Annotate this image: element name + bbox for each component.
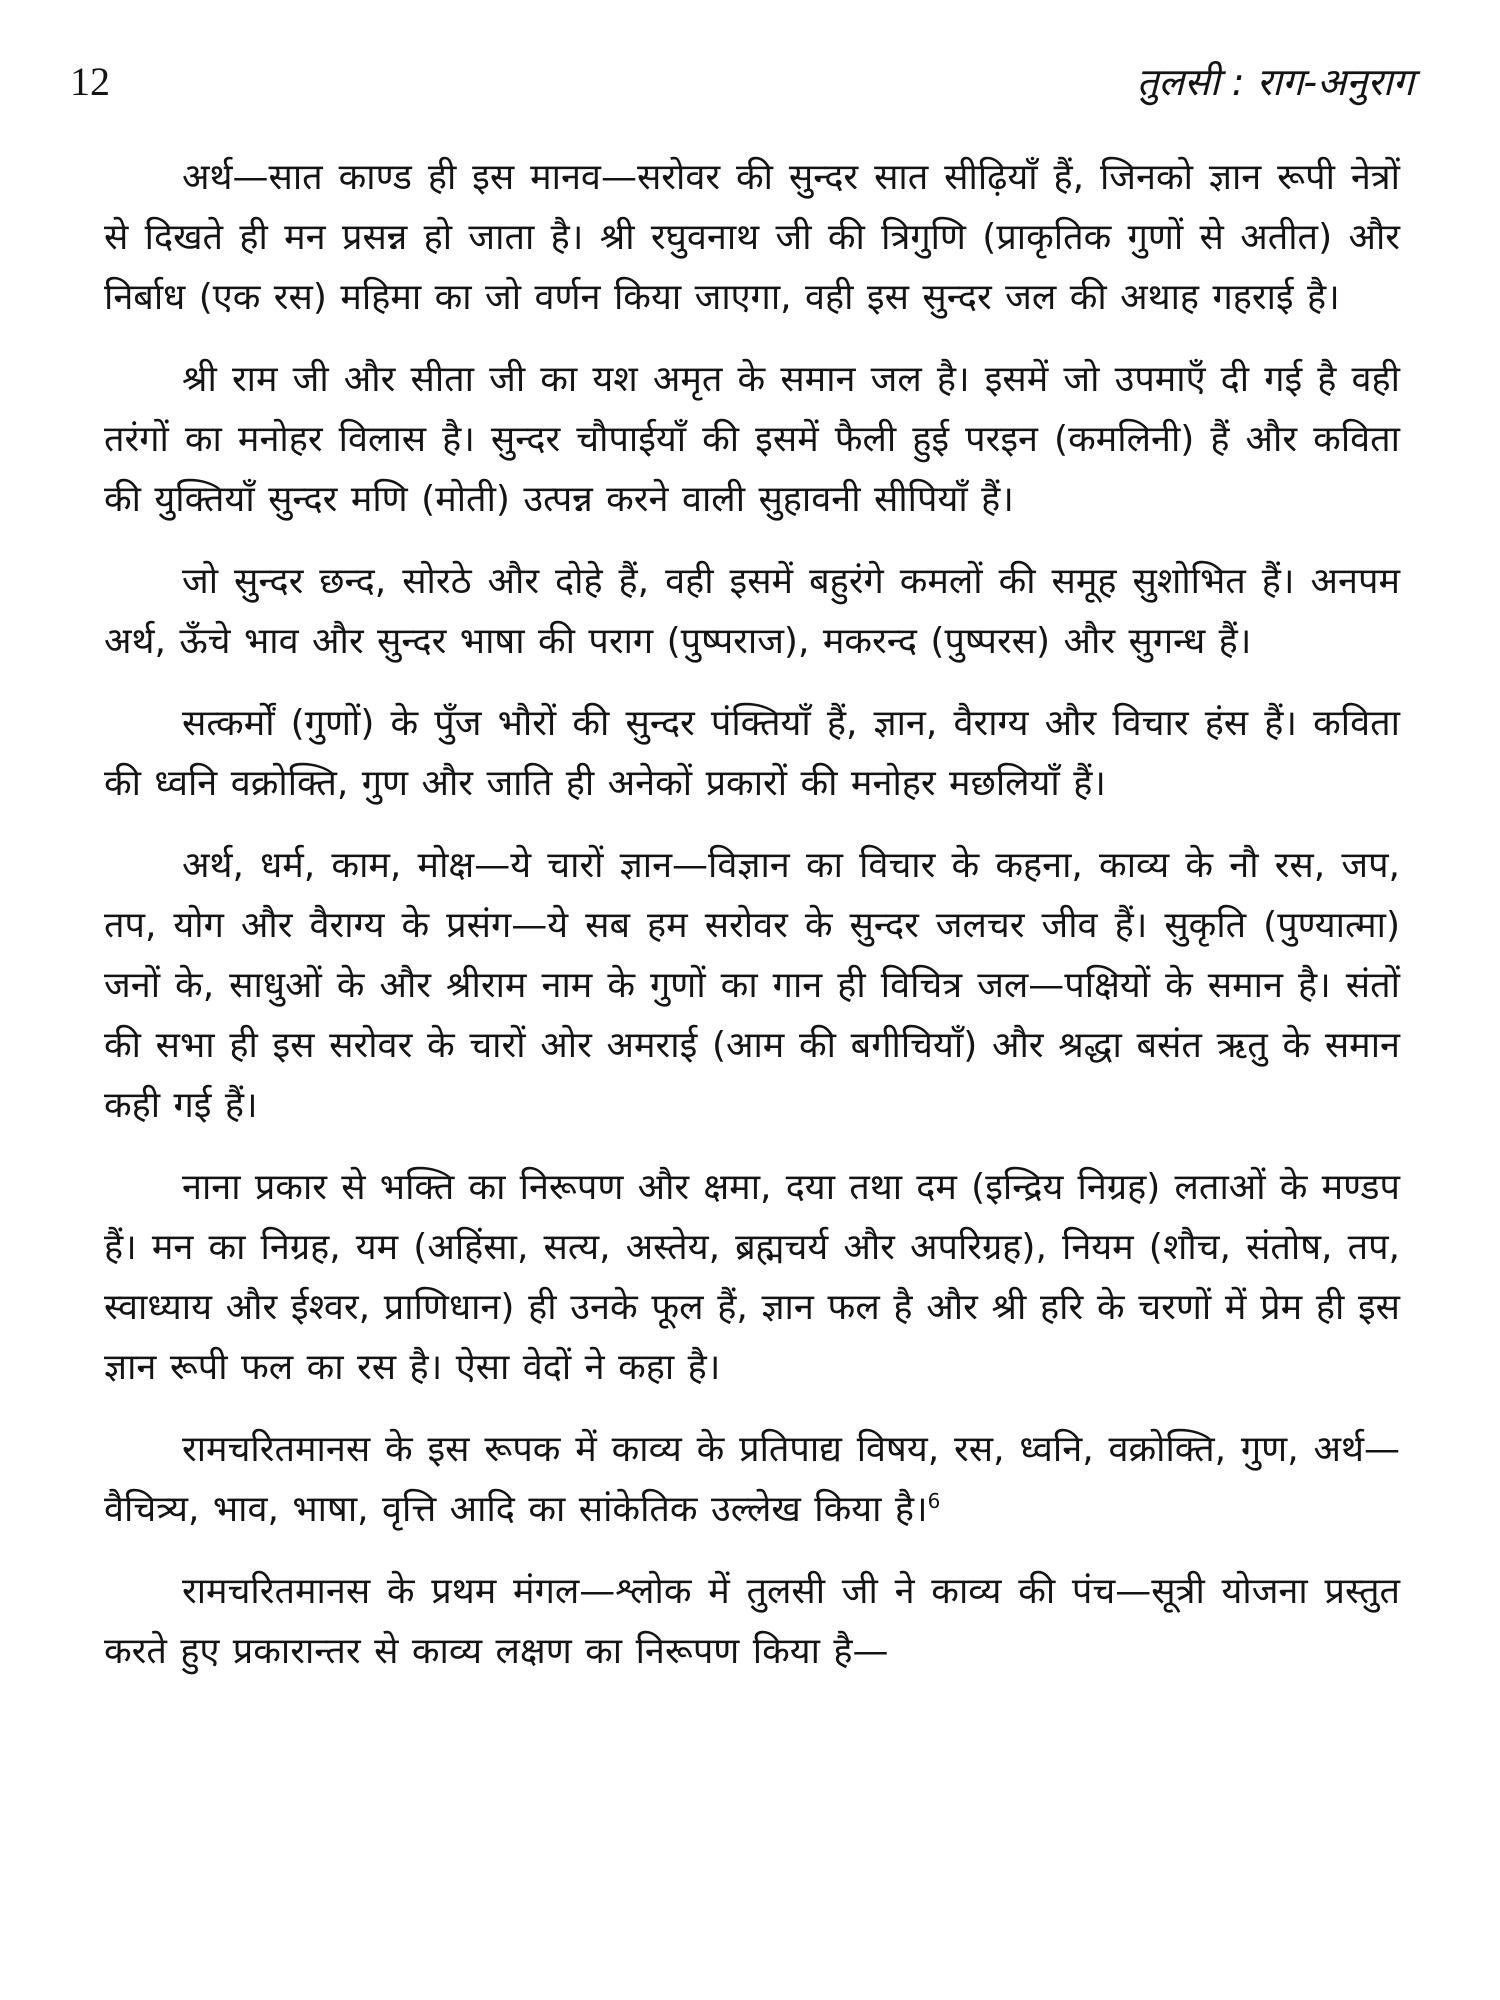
paragraph-with-footnote bbox=[104, 1420, 1400, 1540]
paragraph: रामचरितमानस के प्रथम मंगल—श्लोक में तुलसी जी ने काव्य की पंच—सूत्री योजना प्रस्तुत करते हुए प्रकारान्तर से काव्य लक्षण का निरूपण किया है— bbox=[104, 1571, 1400, 1672]
page-number: 12 bbox=[70, 59, 110, 104]
paragraph-text: रामचरितमानस के इस रूपक में काव्य के प्रतिपाद्य विषय, रस, ध्वनि, वक्रोक्ति, गुण, अर्थ—वैचित्र्य, भाव, भाषा, वृत्ति आदि का सांकेतिक उल्लेख किया है। bbox=[104, 1429, 1400, 1530]
paragraph: जो सुन्दर छन्द, सोरठे और दोहे हैं, वही इसमें बहुरंगे कमलों की समूह सुशोभित हैं। अनपम अर्थ, ऊँचे भाव और सुन्दर भाषा की पराग (पुष्पराज), मकरन्द (पुष्परस) और सुगन्ध हैं। bbox=[104, 561, 1400, 662]
running-title: तुलसी : राग-अनुराग bbox=[1136, 60, 1414, 104]
paragraph: सत्कर्मों (गुणों) के पुँज भौरों की सुन्दर पंक्तियाँ हैं, ज्ञान, वैराग्य और विचार हंस हैं। कविता की ध्वनि वक्रोक्ति, गुण और जाति ही अनेकों प्रकारों की मनोहर मछलियाँ हैं। bbox=[104, 703, 1400, 804]
paragraph: अर्थ—सात काण्ड ही इस मानव—सरोवर की सुन्दर सात सीढ़ियाँ हैं, जिनको ज्ञान रूपी नेत्रों से दिखते ही मन प्रसन्न हो जाता है। श्री रघुवनाथ जी की त्रिगुणि (प्राकृतिक गुणों से अतीत) और निर्बाध (एक रस) महिमा का जो वर्णन किया जाएगा, वही इस सुन्दर जल की अथाह गहराई है। bbox=[104, 157, 1400, 318]
paragraph: श्री राम जी और सीता जी का यश अमृत के समान जल है। इसमें जो उपमाएँ दी गई है वही तरंगों का मनोहर विलास है। सुन्दर चौपाईयाँ की इसमें फैली हुई परइन (कमलिनी) हैं और कविता की युक्तियाँ सुन्दर मणि (मोती) उत्पन्न करने वाली सुहावनी सीपियाँ हैं। bbox=[104, 359, 1400, 520]
body-text bbox=[104, 148, 1400, 1682]
footnote-marker[interactable]: 6 bbox=[927, 1489, 941, 1513]
paragraph: अर्थ, धर्म, काम, मोक्ष—ये चारों ज्ञान—विज्ञान का विचार के कहना, काव्य के नौ रस, जप, तप, योग और वैराग्य के प्रसंग—ये सब हम सरोवर के सुन्दर जलचर जीव हैं। सुकृति (पुण्यात्मा) जनों के, साधुओं के और श्रीराम नाम के गुणों का गान ही विचित्र जल—पक्षियों के समान है। संतों की सभा ही इस सरोवर के चारों ओर अमराई (आम की बगीचियाँ) और श्रद्धा बसंत ऋतु के समान कही गई हैं। bbox=[104, 845, 1400, 1126]
paragraph: नाना प्रकार से भक्ति का निरूपण और क्षमा, दया तथा दम (इन्द्रिय निग्रह) लताओं के मण्डप हैं। मन का निग्रह, यम (अहिंसा, सत्य, अस्तेय, ब्रह्मचर्य और अपरिग्रह), नियम (शौच, संतोष, तप, स्वाध्याय और ईश्वर, प्राणिधान) ही उनके फूल हैं, ज्ञान फल है और श्री हरि के चरणों में प्रेम ही इस ज्ञान रूपी फल का रस है। ऐसा वेदों ने कहा है। bbox=[104, 1167, 1400, 1388]
